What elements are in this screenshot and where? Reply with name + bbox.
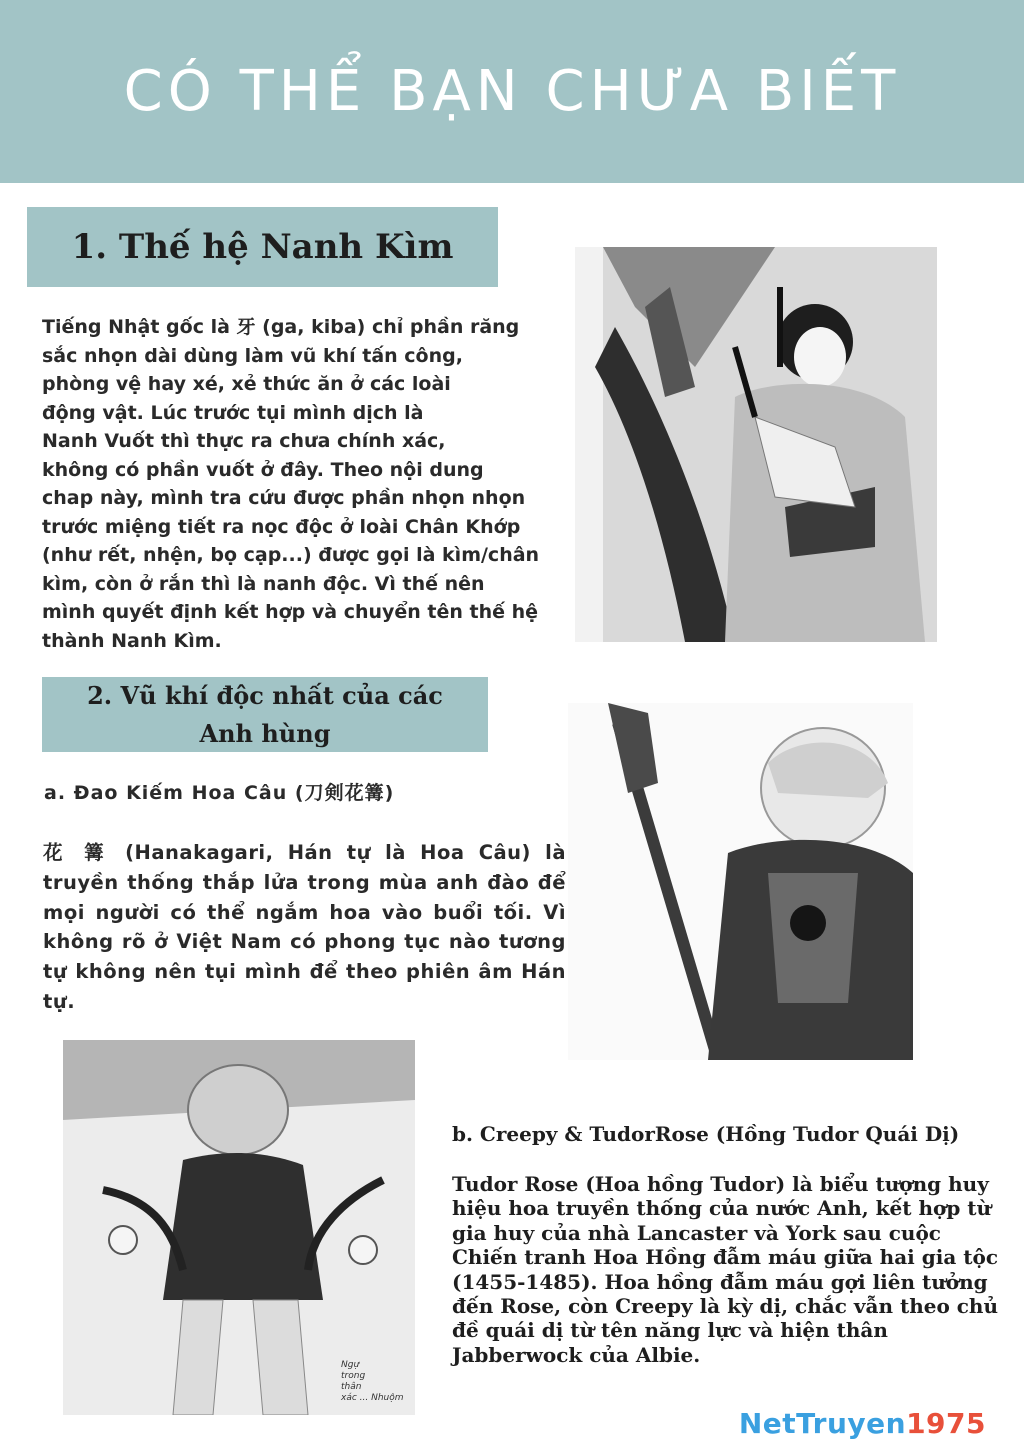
section-1-paragraph: Tiếng Nhật gốc là 牙 (ga, kiba) chỉ phần răng sắc nhọn dài dùng làm vũ khí tấn công, phòng vệ hay xé, xẻ thức ăn ở các loài động vật. Lúc trước tụi mình dịch là Nanh Vuốt thì thực ra chưa chính xác, không có phần vuốt ở đây. Theo nội dung chap này, mình tra cứu được phần nhọn nhọn trước miệng tiết ra nọc độc ở loài Chân Khớp (như rết, nhện, bọ cạp...) được gọi là kìm/chân kìm, còn ở rắn thì là nanh độc. Vì thế nên mình quyết định kết hợp và chuyển tên thế hệ thành Nanh Kìm. [42, 316, 540, 652]
subheading-a: a. Đao Kiếm Hoa Câu (刀剣花篝) [44, 782, 395, 804]
manga-illustration-sword-character [568, 703, 913, 1060]
section-2-heading-line2: Anh hùng [199, 718, 331, 748]
watermark-number: 1975 [906, 1407, 986, 1440]
subheading-b: b. Creepy & TudorRose (Hồng Tudor Quái Dị) [452, 1122, 960, 1146]
header-banner [0, 0, 1024, 183]
paragraph-a: 花 篝 (Hanakagari, Hán tự là Hoa Câu) là truyền thống thắp lửa trong mùa anh đào để mọi người có thể ngắm hoa vào buổi tối. Vì không rõ ở Việt Nam có phong tục nào tương tự không nên tụi mình để theo phiên âm Hán tự. [43, 841, 566, 1013]
section-2-heading [42, 677, 488, 752]
art-caption: Ngự trong thân xác ... Nhuộm [341, 1360, 404, 1403]
page-title: CÓ THỂ BẠN CHƯA BIẾT [123, 59, 901, 124]
watermark-text: NetTruyen [738, 1407, 907, 1440]
manga-illustration-thorn-character [63, 1040, 415, 1415]
paragraph-b: Tudor Rose (Hoa hồng Tudor) là biểu tượng huy hiệu hoa truyền thống của nước Anh, kết hợp từ gia huy của nhà Lancaster và York sau cuộc Chiến tranh Hoa Hồng đẫm máu giữa hai gia tộc (1455-1485). Hoa hồng đẫm máu gợi liên tưởng đến Rose, còn Creepy là kỳ dị, chắc vẫn theo chủ đề quái dị từ tên năng lực và hiện thân Jabberwock của Albie. [452, 1172, 999, 1367]
section-2-heading-line1: 2. Vũ khí độc nhất của các [87, 680, 443, 710]
manga-illustration-scythe-character [575, 247, 937, 642]
watermark-logo [739, 1407, 986, 1440]
section-1-heading: 1. Thế hệ Nanh Kìm [27, 207, 498, 287]
